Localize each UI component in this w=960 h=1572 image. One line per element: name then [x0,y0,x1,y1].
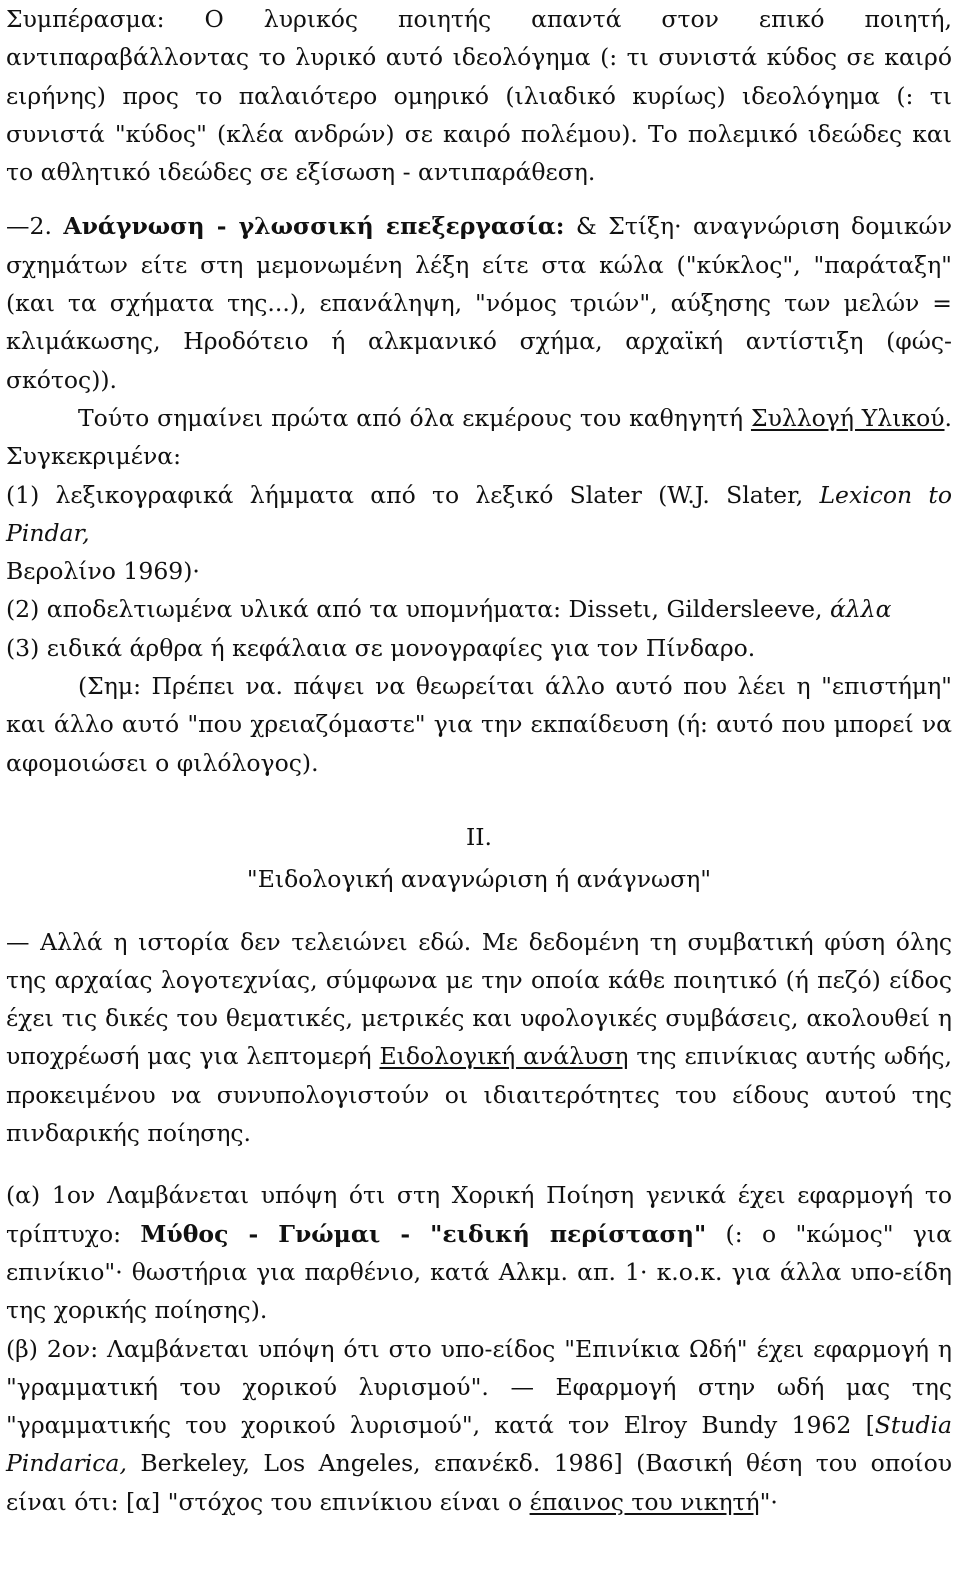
triptych-text-end: (: ο "κώμος" για επινίκιο"· θωστήρια για παρθένιο, κατά Αλκμ. απ. 1· κ.ο.κ. για άλλα υπο-είδη της χορικής ποίησης). [6,1219,953,1325]
reading-text: & Στίξη· αναγνώριση δομικών σχημάτων είτε στη μεμονωμένη λέξη είτε στα κώλα ("κύκλος", "παράταξη" (και τα σχήματα της...), επανάληψη, "νόμος τριών", αύξησης των μελών = κλιμάκωσης, Ηροδότειο ή αλκμανικό σχήμα, αρχαϊκή αντίστιξη (φώς-σκότος)). [6,212,952,394]
list-item-3-text: (3) ειδικά άρθρα ή κεφάλαια σε μονογραφίες για τον Πίνδαρο. [6,633,756,662]
triptych-text: (α) 1ον Λαμβάνεται υπόψη ότι στη Χορική Ποίηση γενικά έχει εφαρμογή το τρίπτυχο: [6,1181,952,1248]
list-item-1 [6,476,952,553]
list-item-1-end: Βερολίνο 1969)· [6,557,200,586]
reading-heading: Ανάγνωση - γλωσσική επεξεργασία: [63,212,565,241]
bundy-text-mid: Berkeley, Los Angeles, επανέκδ. 1986] (Βασική θέση του οποίου είναι ότι: [α] "στόχος του επινίκιου είναι ο [6,1449,952,1516]
reading-paragraph [6,207,952,398]
list-item-2-italic: άλλα [829,595,892,624]
genre-analysis-link: Ειδολογική ανάλυση [379,1042,629,1071]
material-paragraph [6,399,952,476]
material-text: Τούτο σημαίνει πρώτα από όλα εκμέρους του καθηγητή [78,403,751,432]
section-title: "Ειδολογική αναγνώριση ή ανάγνωση" [246,865,712,894]
material-text-end: . Συγκεκριμένα: [6,403,952,471]
genre-text: — Αλλά η ιστορία δεν τελειώνει εδώ. Με δεδομένη τη συμβατική φύση όλης της αρχαίας λογοτεχνίας, σύμφωνα με την οποία κάθε ποιητικό (ή πεζό) είδος έχει τις δικές του θεματικές, μετρικές και υφολογικές συμβάσεις, ακολουθεί η υποχρέωσή μας για λεπτομερή [6,927,952,1071]
lexicon-title: Lexicon to Pindar, [6,480,952,547]
triptych-paragraph [6,1176,952,1329]
section-number: II. [465,822,493,851]
genre-text-end: της επινίκιας αυτής ωδής, προκειμένου να συνυπολογιστούν οι ιδιαιτερότητες του είδους αυτού της πινδαρικής ποίησης. [6,1042,952,1148]
note-text: (Σημ: Πρέπει να. πάψει να θεωρείται άλλο αυτό που λέει η "επιστήμη" και άλλο αυτό "που χρειαζόμαστε" για την εκπαίδευση (ή: αυτό που μπορεί να αφομοιώσει ο φιλόλογος). [6,672,952,777]
bundy-text-end: "· [759,1487,778,1516]
list-item-3 [6,629,952,667]
bundy-text: (β) 2ον: Λαμβάνεται υπόψη ότι στο υπο-είδος "Επινίκια Ωδή" έχει εφαρμογή η "γραμματική του χορικού λυρισμού". — Εφαρμογή στην ωδή μας της "γραμματικής του χορικού λυρισμού", κατά τον Elroy Bundy 1962 [ [6,1334,952,1440]
material-link: Συλλογή Υλικού [750,403,945,432]
praise-link: έπαινος του νικητή [529,1487,760,1516]
list-item-1-cont [6,552,952,590]
list-item-2-text: (2) αποδελτιωμένα υλικά από τα υπομνήματα: Dissetι, Gildersleeve, [6,595,830,624]
conclusion-paragraph [6,0,952,191]
reading-lead: —2. [6,212,64,241]
list-item-2 [6,590,952,628]
bundy-paragraph [6,1330,952,1521]
conclusion-text: Συμπέρασμα: Ο λυρικός ποιητής απαντά στον επικό ποιητή, αντιπαραβάλλοντας το λυρικό αυτό ιδεολόγημα (: τι συνιστά κύδος σε καιρό ειρήνης) προς το παλαιότερο ομηρικό (ιλιαδικό κυρίως) ιδεολόγημα (: τι συνιστά "κύδος" (κλέα ανδρών) σε καιρό πολέμου). Το πολεμικό ιδεώδες και το αθλητικό ιδεώδες σε εξίσωση - αντιπαράθεση. [6,5,952,187]
genre-paragraph [6,923,952,1153]
list-item-1-text: (1) λεξικογραφικά λήμματα από το λεξικό Slater (W.J. Slater, [6,480,820,509]
studia-title: Studia Pindarica, [6,1411,952,1478]
triptych-bold: Μύθος - Γνώμαι - "ειδική περίσταση" [140,1219,707,1248]
note-paragraph [6,667,952,782]
